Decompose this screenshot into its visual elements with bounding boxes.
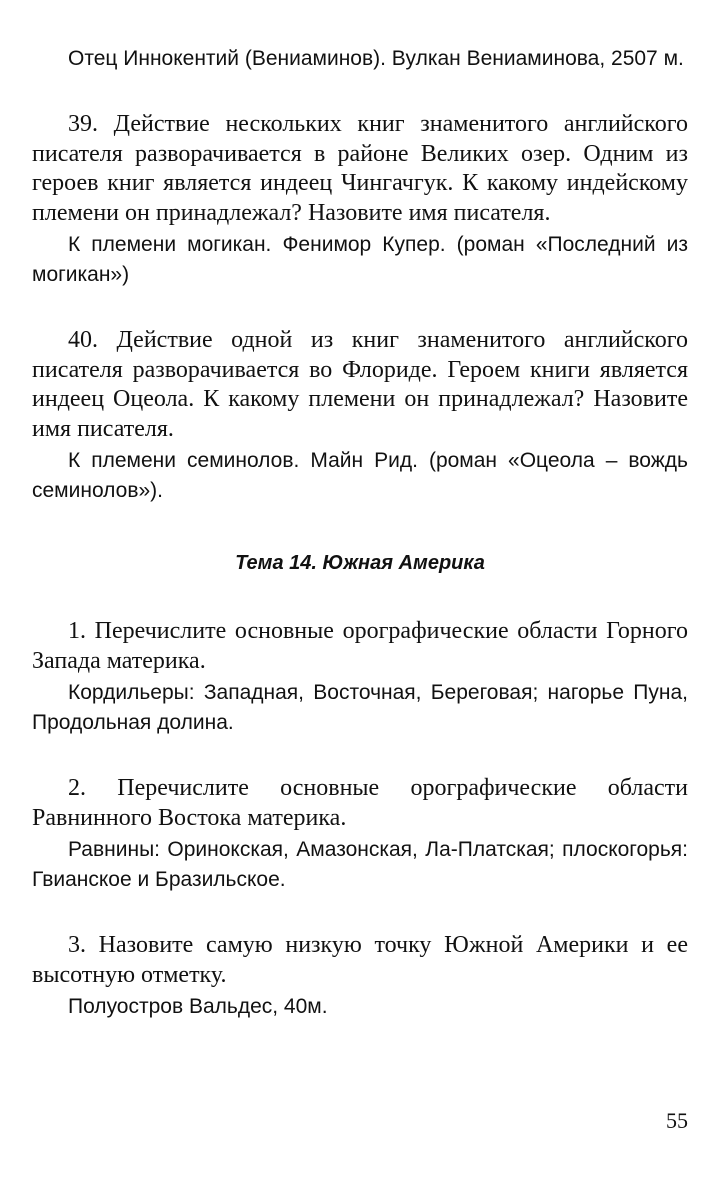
answer-text: К племени семинолов. Майн Рид. (роман «Оцеола – вождь семинолов»). bbox=[32, 449, 688, 502]
qa-block bbox=[32, 110, 688, 290]
page-number: 55 bbox=[666, 1108, 688, 1133]
qa-block bbox=[32, 44, 688, 74]
question-text: 40. Действие одной из книг знаменитого английского писателя разворачивается во Флориде. Героем книги является индеец Оцеола. К какому племени он принадлежал? Назовите имя писателя. bbox=[32, 327, 688, 442]
answer-text: Отец Иннокентий (Вениаминов). Вулкан Вениаминова, 2507 м. bbox=[68, 47, 684, 70]
qa-block bbox=[32, 774, 688, 895]
qa-block bbox=[32, 617, 688, 738]
answer-text: Полуостров Вальдес, 40м. bbox=[68, 995, 328, 1018]
question-text: 2. Перечислите основные орографические области Равнинного Востока материка. bbox=[32, 775, 688, 831]
question-text: 39. Действие нескольких книг знаменитого английского писателя разворачивается в районе Великих озер. Одним из героев книг является индеец Чингачгук. К какому индейскому племени он принадлежал? Назовите имя писателя. bbox=[32, 111, 688, 226]
section-heading: Тема 14. Южная Америка bbox=[235, 552, 485, 574]
answer-text: К племени могикан. Фенимор Купер. (роман «Последний из могикан») bbox=[32, 233, 688, 286]
question-text: 3. Назовите самую низкую точку Южной Америки и ее высотную отметку. bbox=[32, 932, 688, 988]
answer-text: Равнины: Оринокская, Амазонская, Ла-Платская; плоскогорья: Гвианское и Бразильское. bbox=[32, 838, 688, 891]
question-text: 1. Перечислите основные орографические области Горного Запада материка. bbox=[32, 618, 688, 674]
page-content bbox=[32, 44, 688, 1058]
qa-block bbox=[32, 326, 688, 506]
qa-block bbox=[32, 931, 688, 1022]
answer-text: Кордильеры: Западная, Восточная, Береговая; нагорье Пуна, Продольная долина. bbox=[32, 681, 688, 734]
